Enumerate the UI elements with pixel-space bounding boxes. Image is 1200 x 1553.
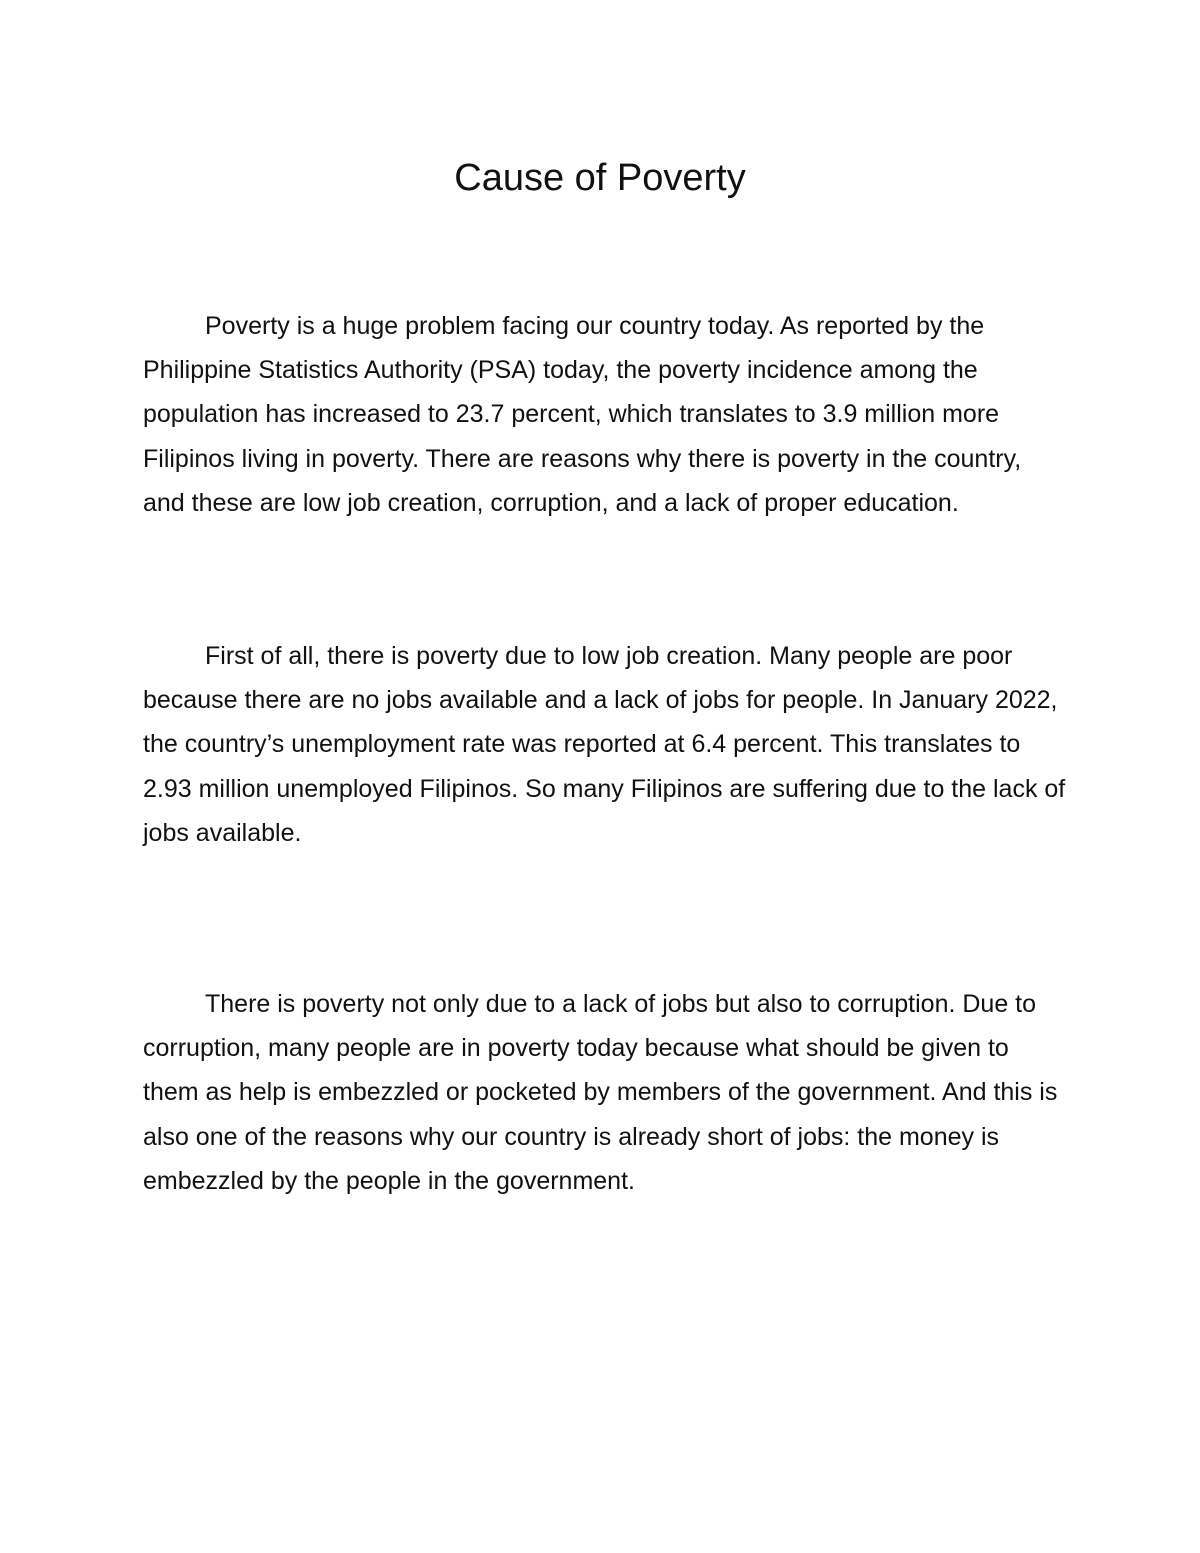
paragraph-job-creation: First of all, there is poverty due to low job creation. Many people are poor because there are no jobs available and a lack of jobs for people. In January 2022, the country’s unemployment rate was reported at 6.4 percent. This translates to 2.93 million unemployed Filipinos. So many Filipinos are suffering due to the lack of jobs available. (143, 642, 1066, 847)
paragraph-corruption: There is poverty not only due to a lack of jobs but also to corruption. Due to corruption, many people are in poverty today because what should be given to them as help is embezzled or pocketed by members of the government. And this is also one of the reasons why our country is already short of jobs: the money is embezzled by the people in the government. (143, 990, 1058, 1195)
paragraph-intro: Poverty is a huge problem facing our country today. As reported by the Philippine Statistics Authority (PSA) today, the poverty incidence among the population has increased to 23.7 percent, which translates to 3.9 million more Filipinos living in poverty. There are reasons why there is poverty in the country, and these are low job creation, corruption, and a lack of proper education. (143, 312, 1022, 517)
document-title: Cause of Poverty (454, 157, 746, 199)
